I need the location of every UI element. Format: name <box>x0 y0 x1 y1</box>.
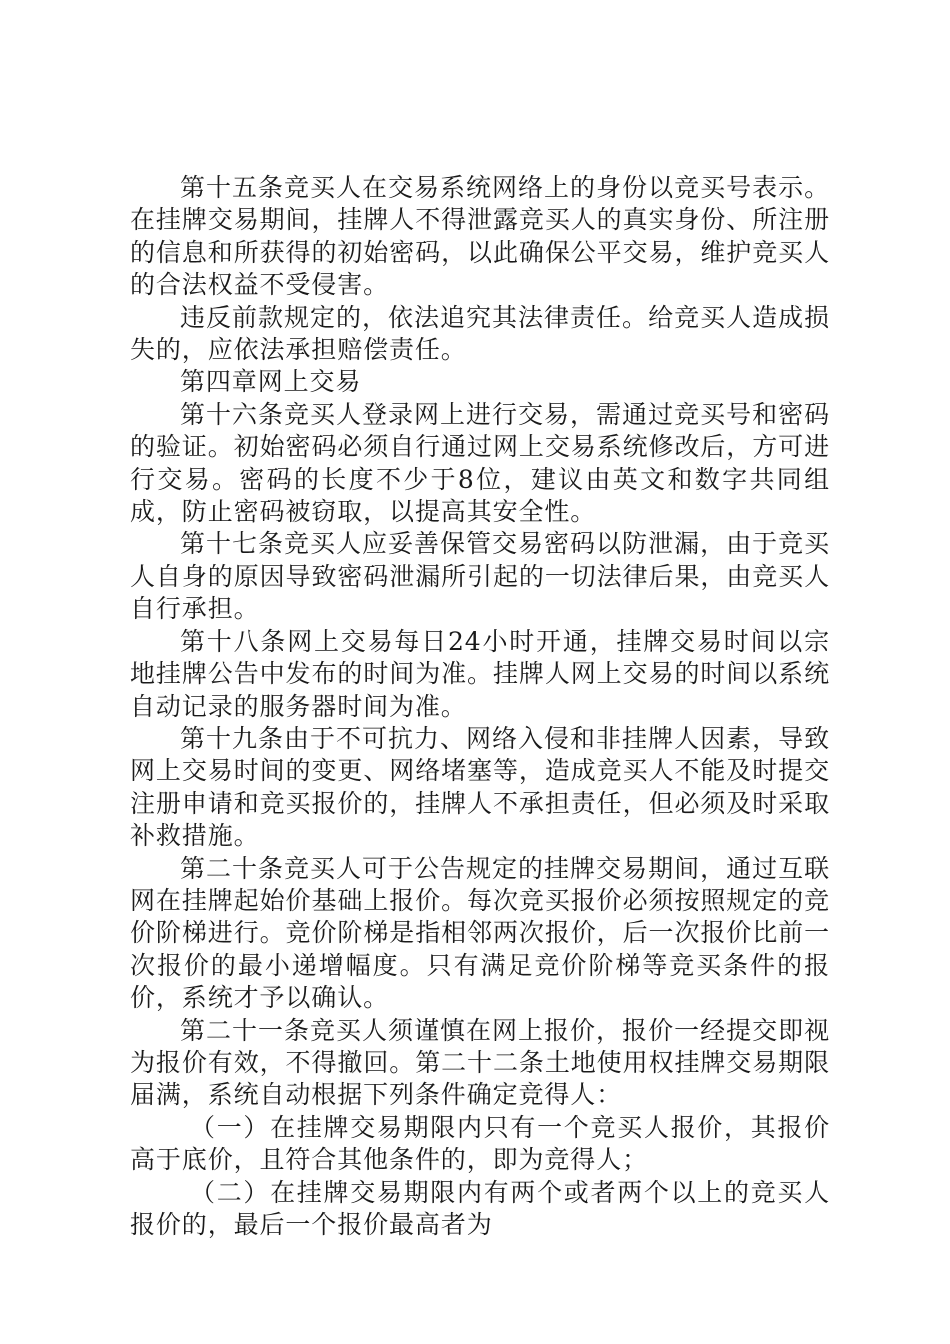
paragraph-item-1: （一）在挂牌交易期限内只有一个竞买人报价，其报价高于底价，且符合其他条件的，即为竞得人； <box>130 1112 830 1175</box>
paragraph-article-19: 第十九条由于不可抗力、网络入侵和非挂牌人因素，导致网上交易时间的变更、网络堵塞等，造成竞买人不能及时提交注册申请和竞买报价的，挂牌人不承担责任，但必须及时采取补救措施。 <box>130 723 830 851</box>
paragraph-article-18: 第十八条网上交易每日24小时开通，挂牌交易时间以宗地挂牌公告中发布的时间为准。挂牌人网上交易的时间以系统自动记录的服务器时间为准。 <box>130 626 830 721</box>
paragraph-article-17: 第十七条竞买人应妥善保管交易密码以防泄漏，由于竞买人自身的原因导致密码泄漏所引起的一切法律后果，由竞买人自行承担。 <box>130 529 830 624</box>
paragraph-article-21-22: 第二十一条竞买人须谨慎在网上报价，报价一经提交即视为报价有效，不得撤回。第二十二条土地使用权挂牌交易期限届满，系统自动根据下列条件确定竞得人： <box>130 1015 830 1110</box>
paragraph-item-2: （二）在挂牌交易期限内有两个或者两个以上的竞买人报价的，最后一个报价最高者为 <box>130 1177 830 1239</box>
paragraph-liability: 违反前款规定的，依法追究其法律责任。给竞买人造成损失的，应依法承担赔偿责任。 <box>130 302 830 365</box>
paragraph-article-20: 第二十条竞买人可于公告规定的挂牌交易期间，通过互联网在挂牌起始价基础上报价。每次竞买报价必须按照规定的竞价阶梯进行。竞价阶梯是指相邻两次报价，后一次报价比前一次报价的最小递增幅度。只有满足竞价阶梯等竞买条件的报价，系统才予以确认。 <box>130 853 830 1013</box>
paragraph-article-15: 第十五条竞买人在交易系统网络上的身份以竞买号表示。在挂牌交易期间，挂牌人不得泄露竞买人的真实身份、所注册的信息和所获得的初始密码，以此确保公平交易，维护竞买人的合法权益不受侵害。 <box>130 173 830 300</box>
chapter-heading: 第四章网上交易 <box>180 367 362 397</box>
document-body <box>130 172 830 1241</box>
paragraph-article-16: 第十六条竞买人登录网上进行交易，需通过竞买号和密码的验证。初始密码必须自行通过网上交易系统修改后，方可进行交易。密码的长度不少于8位，建议由英文和数字共同组成，防止密码被窃取，以提高其安全性。 <box>130 399 830 527</box>
